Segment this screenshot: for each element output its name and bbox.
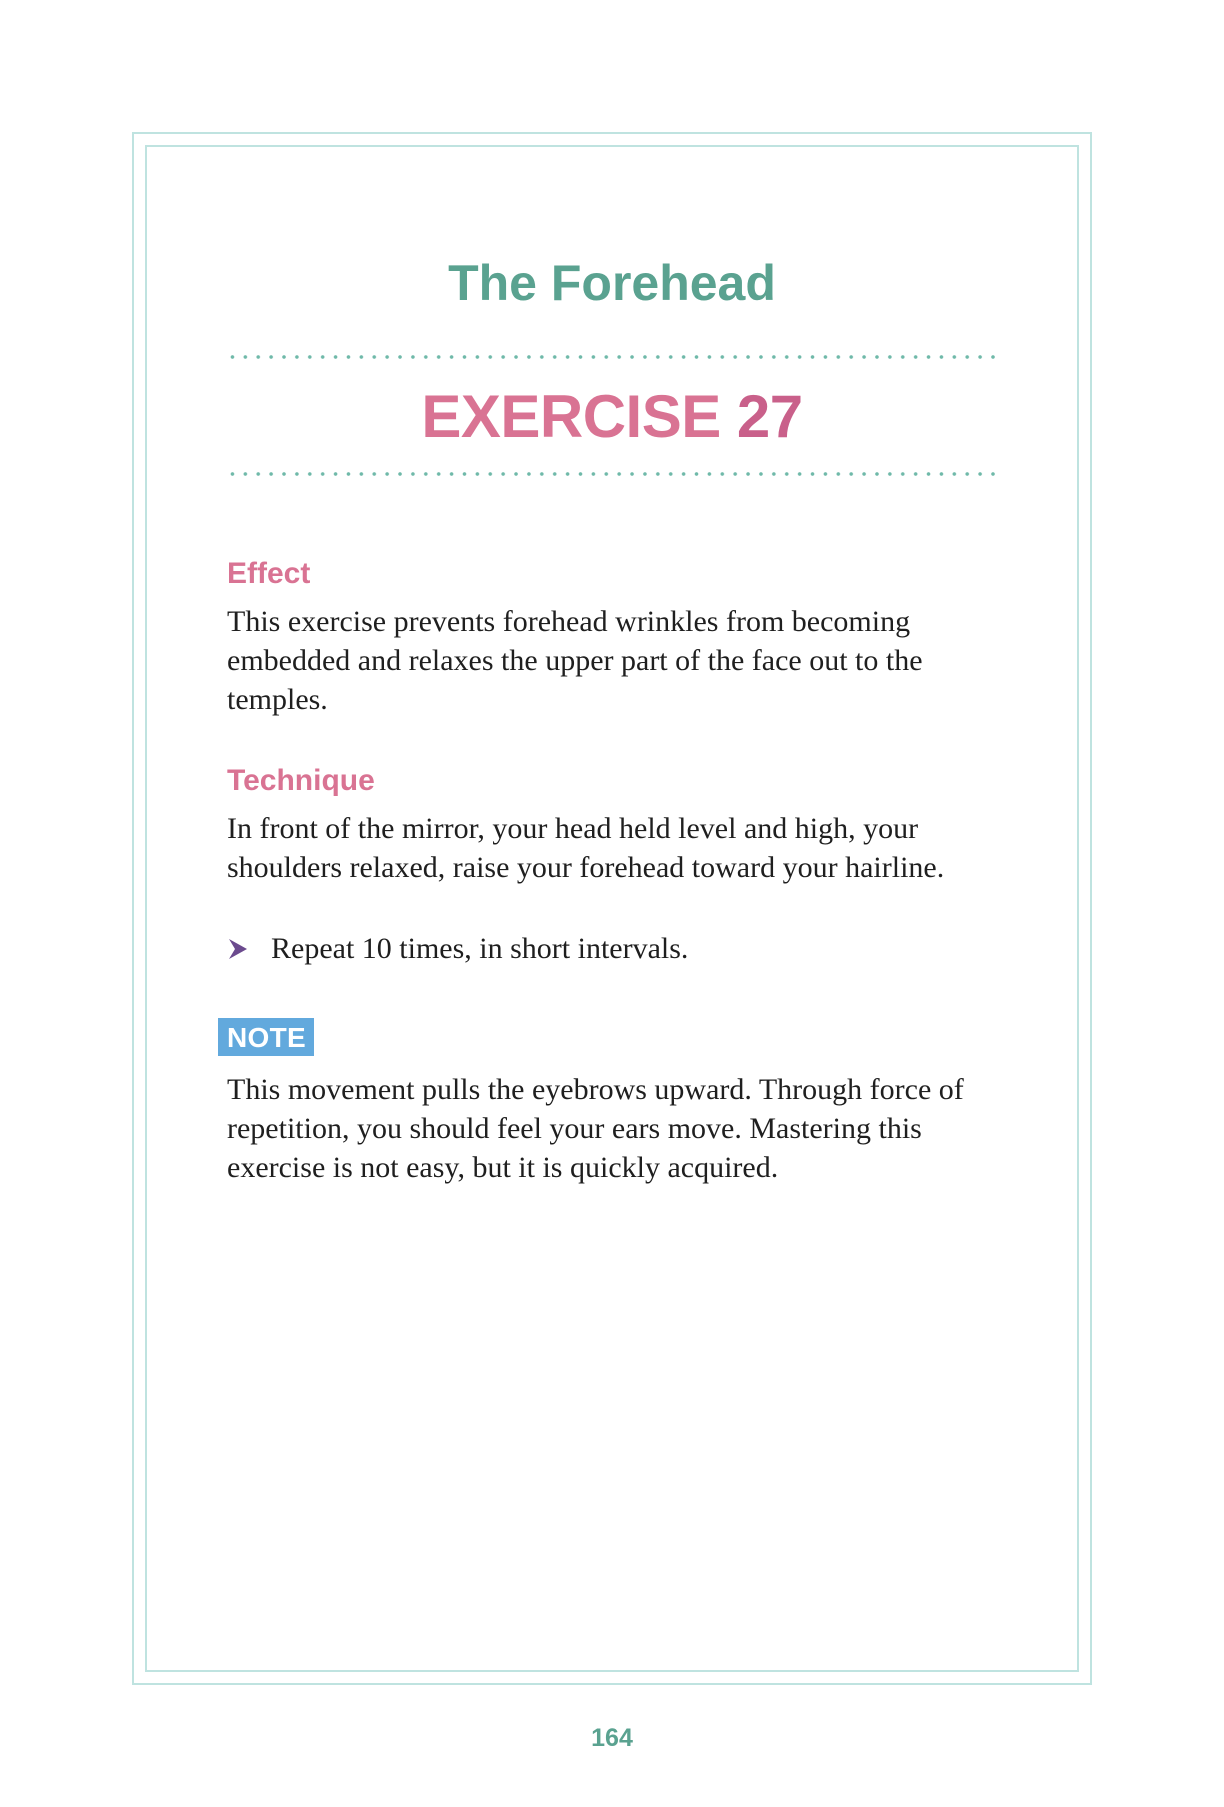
exercise-title (0, 380, 1224, 454)
dotted-divider-bottom (226, 471, 1001, 477)
chapter-title: The Forehead (448, 255, 776, 311)
note-text: This movement pulls the eyebrows upward. Through force of repetition, you should feel your ears move. Mastering this exercise is not easy, but it is quickly acquired. (227, 1073, 964, 1184)
technique-text: In front of the mirror, your head held level and high, your shoulders relaxed, raise your forehead toward your hairline. (227, 812, 945, 884)
effect-text: This exercise prevents forehead wrinkles from becoming embedded and relaxes the upper part of the face out to the temples. (227, 605, 923, 716)
exercise-word: EXERCISE (421, 383, 721, 450)
technique-heading: Technique (227, 764, 375, 797)
chevron-right-icon (227, 937, 249, 961)
exercise-content (227, 554, 1017, 1187)
effect-heading: Effect (227, 557, 311, 590)
note-badge: NOTE (218, 1018, 314, 1056)
technique-bullet (227, 929, 1017, 968)
exercise-number: 27 (736, 383, 803, 450)
bullet-text: Repeat 10 times, in short intervals. (271, 932, 689, 965)
dotted-divider-top (226, 354, 1001, 360)
page-number: 164 (591, 1724, 633, 1752)
